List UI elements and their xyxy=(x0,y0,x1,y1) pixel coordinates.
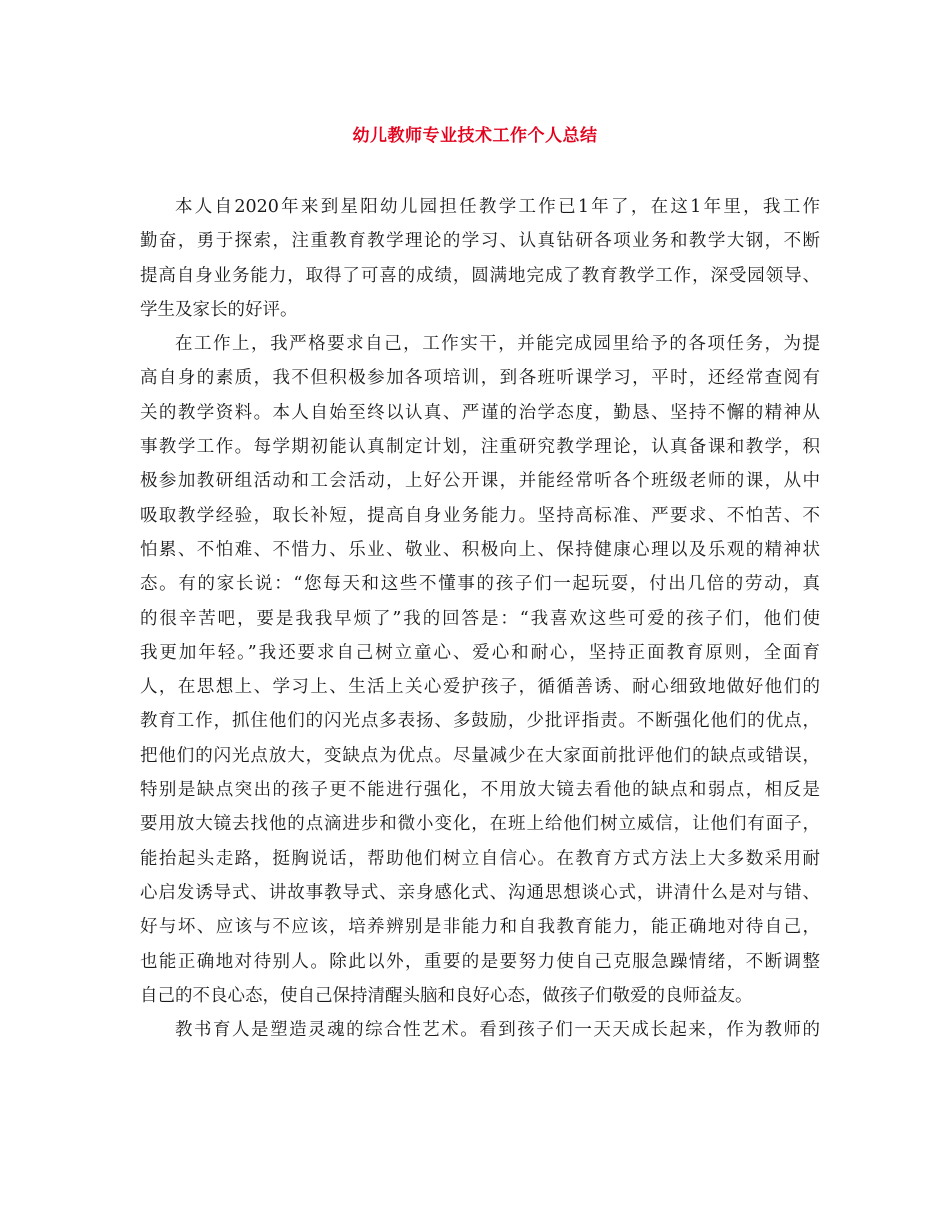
body-line-20: 能抬起头走路，挺胸说话，帮助他们树立自信心。在教育方式方法上大多数采用耐 xyxy=(140,848,820,869)
body-line-18: 特别是缺点突出的孩子更不能进行强化，不用放大镜去看他的缺点和弱点，相反是 xyxy=(140,780,820,801)
body-line-6: 高自身的素质，我不但积极参加各项培训，到各班听课学习，平时，还经常查阅有 xyxy=(140,368,820,389)
document-body xyxy=(140,190,820,1047)
body-line-23: 也能正确地对待别人。除此以外，重要的是要努力使自己克服急躁情绪，不断调整 xyxy=(140,951,820,972)
body-line-4: 学生及家长的好评。 xyxy=(140,299,298,320)
body-line-22: 好与坏、应该与不应该，培养辨别是非能力和自我教育能力，能正确地对待自己， xyxy=(140,917,820,938)
body-line-2: 勤奋，勇于探索，注重教育教学理论的学习、认真钻研各项业务和教学大钢，不断 xyxy=(140,231,820,252)
body-line-11: 怕累、不怕难、不惜力、乐业、敬业、积极向上、保持健康心理以及乐观的精神状 xyxy=(140,539,820,560)
body-line-7: 关的教学资料。本人自始至终以认真、严谨的治学态度，勤恳、坚持不懈的精神从 xyxy=(140,402,820,423)
body-line-14: 我更加年轻。”我还要求自己树立童心、爱心和耐心，坚持正面教育原则，全面育 xyxy=(140,642,820,663)
body-line-16: 教育工作，抓住他们的闪光点多表扬、多鼓励，少批评指责。不断强化他们的优点， xyxy=(140,711,820,732)
body-line-8: 事教学工作。每学期初能认真制定计划，注重研究教学理论，认真备课和教学，积 xyxy=(140,437,820,458)
document-title: 幼儿教师专业技术工作个人总结 xyxy=(352,126,598,146)
body-line-3: 提高自身业务能力，取得了可喜的成绩，圆满地完成了教育教学工作，深受园领导、 xyxy=(140,265,820,286)
body-line-1: 本人自2020年来到星阳幼儿园担任教学工作已1年了，在这1年里，我工作 xyxy=(175,197,820,217)
body-line-15: 人，在思想上、学习上、生活上关心爱护孩子，循循善诱、耐心细致地做好他们的 xyxy=(140,677,820,698)
body-line-10: 吸取教学经验，取长补短，提高自身业务能力。坚持高标准、严要求、不怕苦、不 xyxy=(140,505,820,526)
body-line-17: 把他们的闪光点放大，变缺点为优点。尽量减少在大家面前批评他们的缺点或错误， xyxy=(140,745,820,766)
body-line-12: 态。有的家长说：“您每天和这些不懂事的孩子们一起玩耍，付出几倍的劳动，真 xyxy=(140,574,820,595)
body-line-13: 的很辛苦吧，要是我我早烦了”我的回答是：“我喜欢这些可爱的孩子们，他们使 xyxy=(140,608,820,629)
body-line-5: 在工作上，我严格要求自己，工作实干，并能完成园里给予的各项任务，为提 xyxy=(175,334,820,355)
body-line-25: 教书育人是塑造灵魂的综合性艺术。看到孩子们一天天成长起来，作为教师的 xyxy=(175,1020,820,1041)
body-line-19: 要用放大镜去找他的点滴进步和微小变化，在班上给他们树立威信，让他们有面子， xyxy=(140,814,820,835)
body-line-24: 自己的不良心态，使自己保持清醒头脑和良好心态，做孩子们敬爱的良师益友。 xyxy=(140,985,753,1006)
body-line-21: 心启发诱导式、讲故事教导式、亲身感化式、沟通思想谈心式，讲清什么是对与错、 xyxy=(140,882,820,903)
body-line-9: 极参加教研组活动和工会活动，上好公开课，并能经常听各个班级老师的课，从中 xyxy=(140,471,820,492)
